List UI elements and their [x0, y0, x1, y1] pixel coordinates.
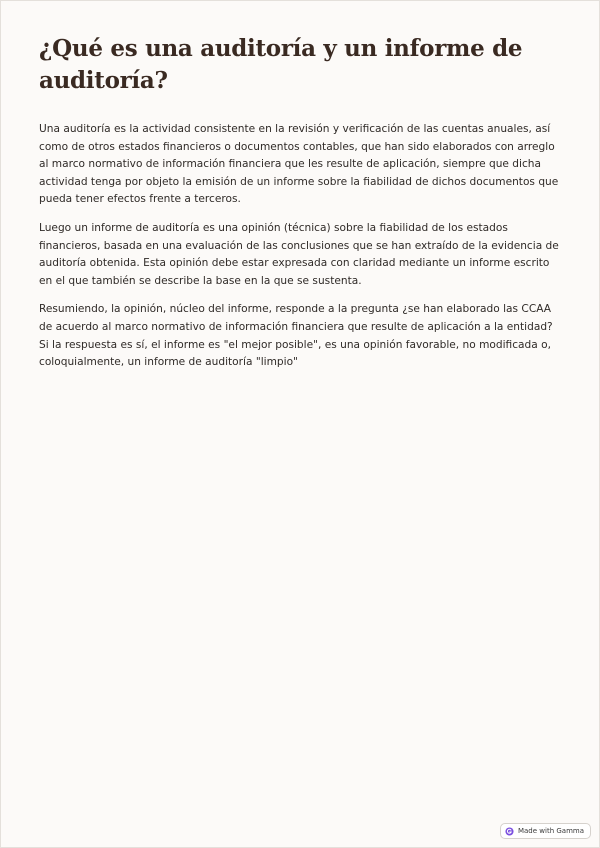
gamma-logo-icon — [505, 827, 514, 836]
paragraph-resumen: Resumiendo, la opinión, núcleo del informe, responde a la pregunta ¿se han elaborado las CCAA de acuerdo al marco normativo de información financiera que resulte de aplicación a la entidad? Si la respuesta es sí, el informe es "el mejor posible", es una opinión favorable, no modificada o, coloquialmente, un informe de auditoría "limpio" — [39, 303, 553, 369]
body-content — [39, 121, 561, 383]
made-with-gamma-badge[interactable] — [500, 823, 591, 839]
paragraph-definition-informe: Luego un informe de auditoría es una opinión (técnica) sobre la fiabilidad de los estados financieros, basada en una evaluación de las conclusiones que se han extraído de la evidencia de auditoría obtenida. Esta opinión debe estar expresada con claridad mediante un informe escrito en el que también se describe la base en la que se sustenta. — [39, 221, 559, 287]
page-title: ¿Qué es una auditoría y un informe de auditoría? — [39, 35, 523, 94]
made-with-gamma-label: Made with Gamma — [517, 827, 584, 835]
paragraph-definition-auditoria: Una auditoría es la actividad consistente en la revisión y verificación de las cuentas anuales, así como de otros estados financieros o documentos contables, que han sido elaborados con arreglo al marco normativo de información financiera que les resulte de aplicación, siempre que dicha actividad tenga por objeto la emisión de un informe sobre la fiabilidad de dichos documentos que pueda tener efectos frente a terceros. — [39, 123, 559, 206]
